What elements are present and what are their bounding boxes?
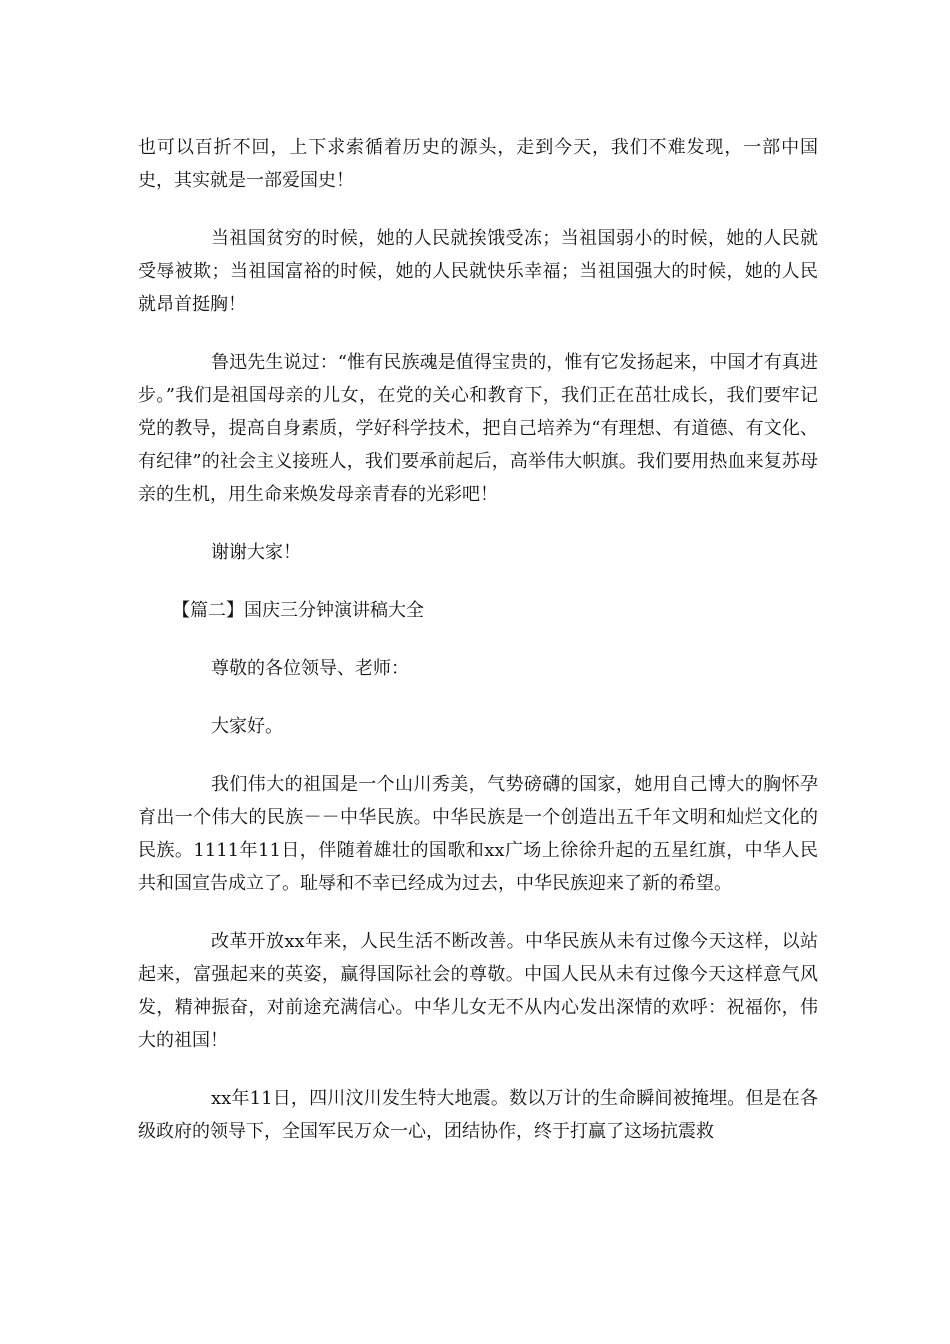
paragraph-earthquake: xx年11日，四川汶川发生特大地震。数以万计的生命瞬间被掩埋。但是在各级政府的领导下，全国军民万众一心，团结协作，终于打赢了这场抗震救 — [138, 1088, 818, 1142]
paragraph-motherland-fate: 当祖国贫穷的时候，她的人民就挨饿受冻；当祖国弱小的时候，她的人民就受辱被欺；当祖国富裕的时候，她的人民就快乐幸福；当祖国强大的时候，她的人民就昂首挺胸！ — [138, 228, 818, 315]
paragraph-thanks: 谢谢大家！ — [211, 542, 301, 563]
document-body — [138, 131, 818, 1148]
paragraph-great-motherland: 我们伟大的祖国是一个山川秀美，气势磅礴的国家，她用自己博大的胸怀孕育出一个伟大的民族－－中华民族。中华民族是一个创造出五千年文明和灿烂文化的民族。1111年11日，伴随着雄壮的国歌和xx广场上徐徐升起的五星红旗，中华人民共和国宣告成立了。耻辱和不幸已经成为过去，中华民族迎来了新的希望。 — [138, 774, 818, 894]
paragraph-continuation: 也可以百折不回，上下求索循着历史的源头，走到今天，我们不难发现，一部中国史，其实就是一部爱国史！ — [138, 137, 818, 191]
paragraph-greeting: 大家好。 — [211, 716, 283, 737]
section-heading: 【篇二】国庆三分钟演讲稿大全 — [172, 600, 424, 621]
paragraph-salutation: 尊敬的各位领导、老师： — [211, 658, 409, 679]
paragraph-lu-xun-quote: 鲁迅先生说过：“惟有民族魂是值得宝贵的，惟有它发扬起来，中国才有真进步。”我们是祖国母亲的儿女，在党的关心和教育下，我们正在茁壮成长，我们要牢记党的教导，提高自身素质，学好科学技术，把自己培养为“有理想、有道德、有文化、有纪律”的社会主义接班人，我们要承前起后，高举伟大帜旗。我们要用热血来复苏母亲的生机，用生命来焕发母亲青春的光彩吧！ — [138, 352, 818, 505]
paragraph-reform-opening: 改革开放xx年来，人民生活不断改善。中华民族从未有过像今天这样，以站起来，富强起来的英姿，赢得国际社会的尊敬。中国人民从未有过像今天这样意气风发，精神振奋，对前途充满信心。中华儿女无不从内心发出深情的欢呼：祝福你，伟大的祖国！ — [138, 931, 818, 1051]
